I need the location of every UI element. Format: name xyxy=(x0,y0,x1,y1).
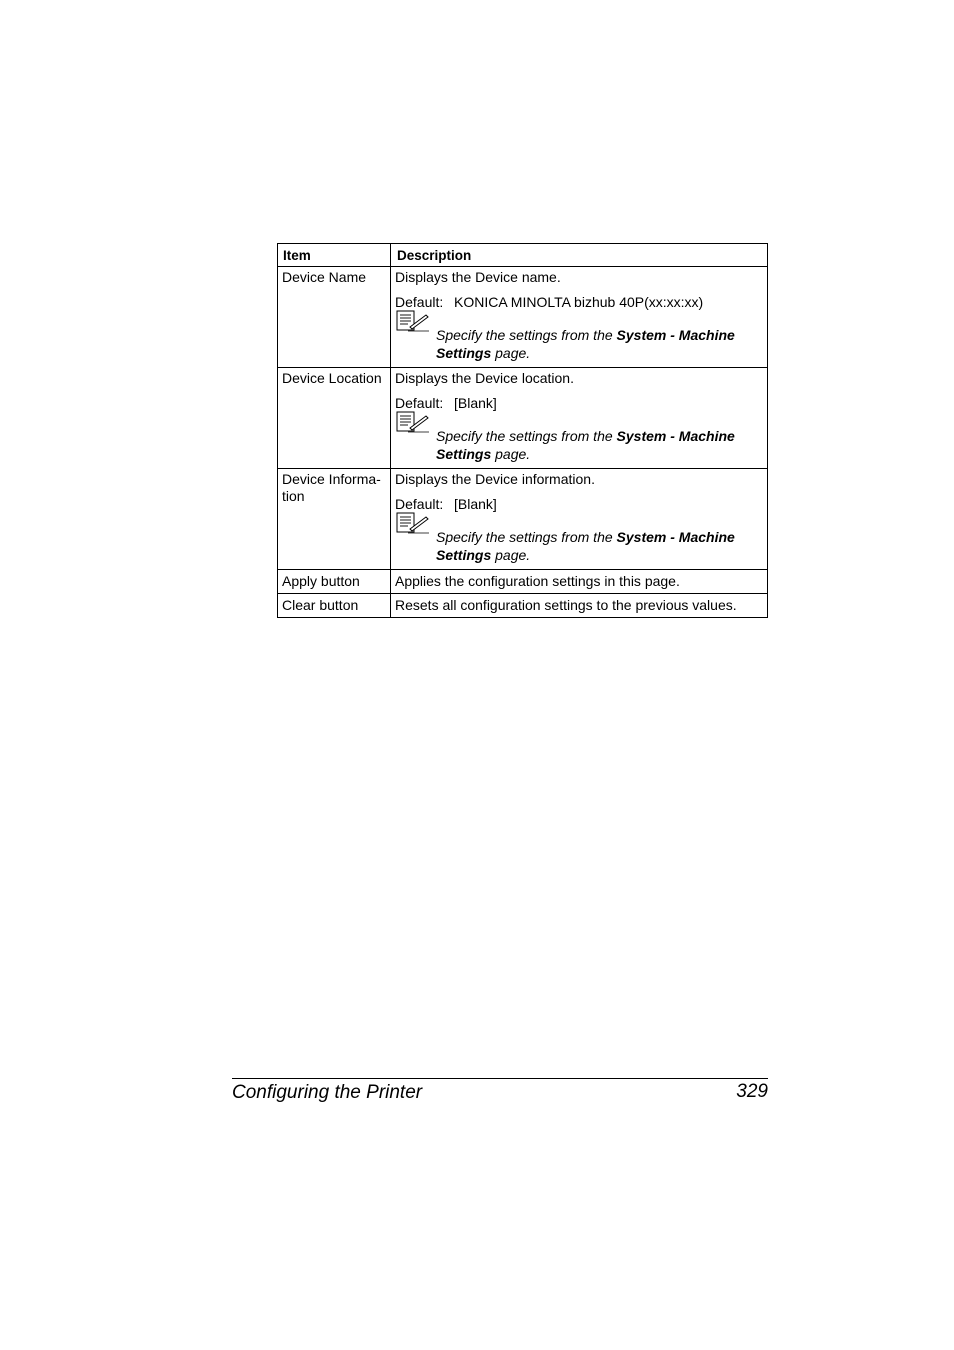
description-cell xyxy=(391,267,768,368)
note-text: Specify the settings from the System - Machine Settings page. xyxy=(436,327,735,361)
item-text-line: tion xyxy=(282,488,305,504)
item-cell xyxy=(278,469,391,570)
column-header-description: Description xyxy=(391,244,768,267)
note-pencil-icon xyxy=(396,411,430,433)
default-value: [Blank] xyxy=(454,395,497,411)
description-cell: Applies the configuration settings in this page. xyxy=(391,570,768,594)
table-row xyxy=(278,594,768,618)
note xyxy=(395,519,763,564)
table-row xyxy=(278,267,768,368)
item-cell: Clear button xyxy=(278,594,391,618)
default-value: [Blank] xyxy=(454,496,497,512)
default-line xyxy=(395,496,763,513)
column-header-item: Item xyxy=(278,244,391,267)
note-pencil-icon xyxy=(396,512,430,534)
default-label: Default: xyxy=(395,496,444,512)
default-label: Default: xyxy=(395,395,444,411)
table-row xyxy=(278,570,768,594)
note xyxy=(395,317,763,362)
note-text: Specify the settings from the System - Machine Settings page. xyxy=(436,529,735,563)
footer-page-number: 329 xyxy=(736,1081,768,1102)
description-text: Displays the Device name. xyxy=(395,269,561,285)
item-cell: Device Name xyxy=(278,267,391,368)
description-text: Displays the Device location. xyxy=(395,370,574,386)
table-row xyxy=(278,368,768,469)
default-label: Default: xyxy=(395,294,444,310)
default-value: KONICA MINOLTA bizhub 40P(xx:xx:xx) xyxy=(454,294,704,310)
note-text: Specify the settings from the System - Machine Settings page. xyxy=(436,428,735,462)
table-row xyxy=(278,469,768,570)
description-cell: Resets all configuration settings to the previous values. xyxy=(391,594,768,618)
note-emphasis: System - Machine Settings xyxy=(436,428,735,462)
settings-table xyxy=(277,243,768,618)
default-line xyxy=(395,294,763,311)
note-emphasis: System - Machine Settings xyxy=(436,529,735,563)
note-pencil-icon xyxy=(396,310,430,332)
footer-divider xyxy=(232,1078,768,1079)
footer-chapter-title: Configuring the Printer xyxy=(232,1082,423,1103)
item-cell: Device Location xyxy=(278,368,391,469)
note-emphasis: System - Machine Settings xyxy=(436,327,735,361)
description-cell xyxy=(391,469,768,570)
default-line xyxy=(395,395,763,412)
table-header-row xyxy=(278,244,768,267)
description-text: Displays the Device information. xyxy=(395,471,595,487)
description-cell xyxy=(391,368,768,469)
note xyxy=(395,418,763,463)
item-cell: Apply button xyxy=(278,570,391,594)
item-text-line: Device Informa- xyxy=(282,471,381,487)
